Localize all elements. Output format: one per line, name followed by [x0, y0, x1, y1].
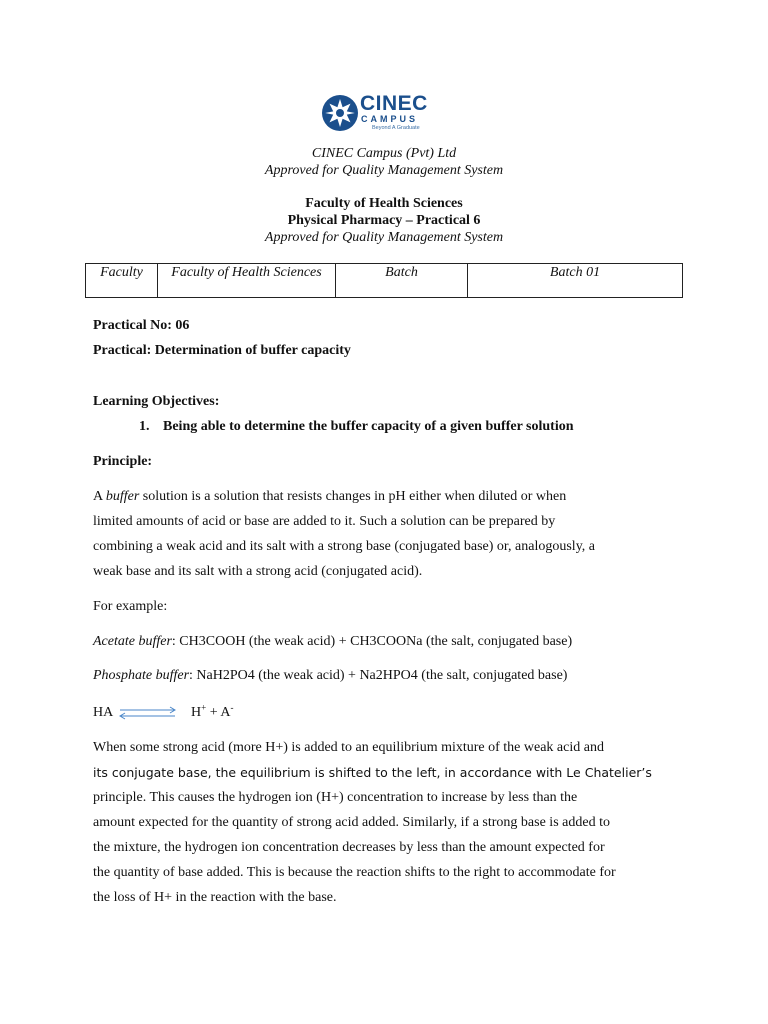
- approval-line-1: Approved for Quality Management System: [264, 163, 504, 178]
- info-table: [85, 263, 683, 298]
- paragraph-line-1: When some strong acid (more H+) is added to an equilibrium mixture of the weak acid and: [93, 740, 604, 755]
- for-example-label: For example:: [93, 599, 168, 614]
- buffer-term: buffer: [105, 489, 140, 504]
- principle-line-2: limited amounts of acid or base are added to it. Such a solution can be prepared by: [93, 514, 556, 529]
- phosphate-buffer-text: : NaH2PO4 (the weak acid) + Na2HPO4 (the salt, conjugated base): [189, 668, 568, 683]
- table-cell-faculty-label: Faculty: [86, 264, 158, 298]
- paragraph-line-6: the quantity of base added. This is because the reaction shifts to the right to accommodate for: [93, 865, 616, 880]
- table-cell-batch-label: Batch: [336, 264, 468, 298]
- paragraph-line-4: amount expected for the quantity of strong acid added. Similarly, if a strong base is added to: [93, 815, 610, 830]
- principle-line-4: weak base and its salt with a strong acid (conjugated acid).: [93, 564, 423, 579]
- equilibrium-arrow-icon: [118, 706, 178, 720]
- org-name: CINEC Campus (Pvt) Ltd: [311, 146, 457, 161]
- table-row: [86, 264, 683, 298]
- logo-tagline: Beyond A Graduate: [372, 125, 420, 131]
- paragraph-line-3: principle. This causes the hydrogen ion (H+) concentration to increase by less than the: [93, 790, 578, 805]
- principle-line-1: A buffer solution is a solution that resists changes in pH either when diluted or when: [93, 489, 567, 504]
- objective-item-text: Being able to determine the buffer capacity of a given buffer solution: [163, 419, 574, 434]
- principle-paragraph: [93, 484, 683, 584]
- buffer-mechanism-paragraph: [93, 735, 683, 910]
- practical-number: Practical No: 06: [93, 318, 190, 333]
- paragraph-line-5: the mixture, the hydrogen ion concentration decreases by less than the amount expected for: [93, 840, 605, 855]
- logo-campus-text: CAMPUS: [361, 114, 419, 124]
- course-heading: Physical Pharmacy – Practical 6: [287, 213, 481, 228]
- acetate-buffer-line: [93, 634, 572, 650]
- objectives-heading: Learning Objectives:: [93, 394, 220, 409]
- acetate-buffer-label: Acetate buffer: [93, 634, 172, 649]
- logo-brand-text: CINEC: [360, 92, 428, 115]
- practical-title: Practical: Determination of buffer capacity: [93, 343, 351, 358]
- faculty-heading: Faculty of Health Sciences: [305, 196, 463, 211]
- paragraph-line-7: the loss of H+ in the reaction with the base.: [93, 890, 337, 905]
- equation-left: HA: [93, 705, 114, 720]
- table-cell-batch-value: Batch 01: [468, 264, 683, 298]
- equation-right: H+ + A-: [191, 702, 234, 720]
- objective-item-number: 1.: [139, 419, 150, 434]
- table-cell-faculty-value: Faculty of Health Sciences: [158, 264, 336, 298]
- phosphate-buffer-label: Phosphate buffer: [93, 668, 190, 683]
- approval-line-2: Approved for Quality Management System: [264, 230, 504, 245]
- acetate-buffer-text: : CH3COOH (the weak acid) + CH3COONa (the salt, conjugated base): [171, 634, 573, 649]
- cinec-logo: [318, 88, 450, 138]
- principle-line-3: combining a weak acid and its salt with a strong base (conjugated base) or, analogously, a: [93, 539, 595, 554]
- phosphate-buffer-line: [93, 668, 567, 684]
- star-emblem-icon: [320, 93, 360, 133]
- principle-heading: Principle:: [93, 454, 153, 469]
- paragraph-line-2: its conjugate base, the equilibrium is shifted to the left, in accordance with Le Chatelier’s: [93, 765, 652, 780]
